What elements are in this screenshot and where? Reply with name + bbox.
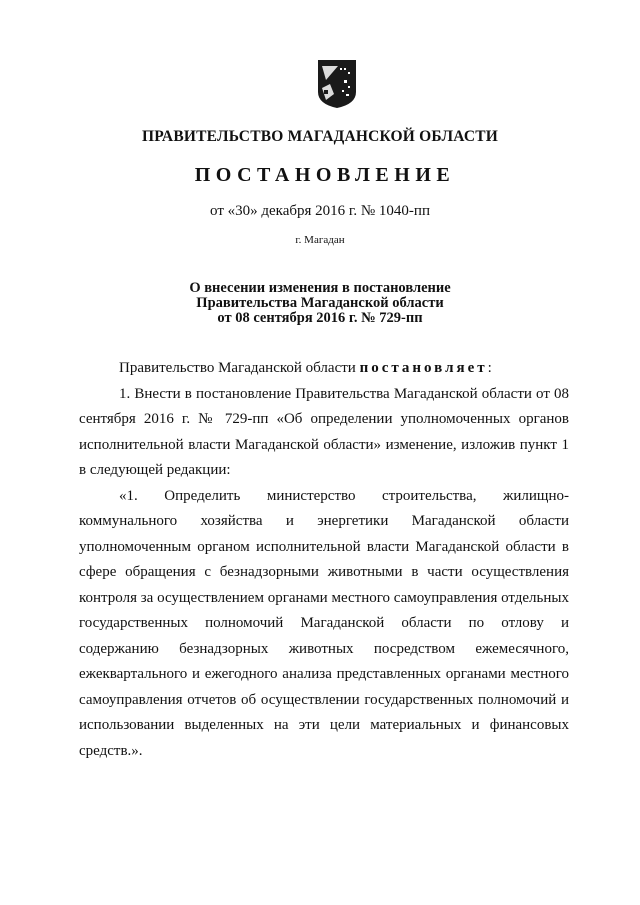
date-and-number: от «30» декабря 2016 г. № 1040-пп (210, 203, 430, 219)
document-body (79, 356, 569, 764)
subject-line: Правительства Магаданской области (196, 295, 444, 311)
subject-line: от 08 сентября 2016 г. № 729-пп (217, 310, 423, 326)
coat-of-arms-emblem (316, 58, 358, 110)
quoted-amendment-paragraph: «1. Определить министерство строительства, жилищно-коммунального хозяйства и энергетики Магаданской области уполномоченным органом исполнительной власти Магаданской области в сфере обращения с безнадзорными животными в части осуществления контроля за осуществлением органами местного самоуправления отдельных государственных полномочий Магаданской области по отлову и содержанию безнадзорных животных посредством ежемесячного, ежеквартального и ежегодного анализа представленных органами местного самоуправления отчетов об осуществлении государственных полномочий и использовании выделенных на эти цели материальных и финансовых средств.». (79, 487, 569, 759)
intro-text: Правительство Магаданской области (119, 360, 360, 376)
intro-paragraph (79, 356, 569, 382)
subject-line: О внесении изменения в постановление (189, 280, 451, 296)
document-subject (0, 281, 640, 326)
resolves-keyword: постановляет (359, 360, 488, 376)
intro-colon: : (487, 360, 492, 376)
government-name: ПРАВИТЕЛЬСТВО МАГАДАНСКОЙ ОБЛАСТИ (141, 128, 499, 145)
city-name: г. Магадан (295, 234, 345, 246)
document-type-title: ПОСТАНОВЛЕНИЕ (194, 164, 456, 186)
item-1-paragraph: 1. Внести в постановление Правительства Магаданской области от 08 сентября 2016 г. № 729-пп «Об определении уполномоченных органов исполнительной власти Магаданской области» изменение, изложив пункт 1 в следующей редакции: (79, 385, 569, 478)
